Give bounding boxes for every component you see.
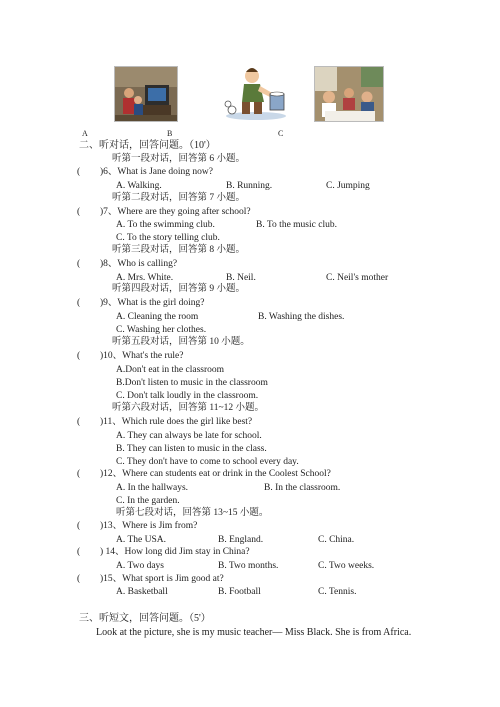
option-c: C. They don't have to come to school every day.	[116, 457, 299, 467]
man-washing-dishes-icon	[220, 64, 292, 122]
answer-paren: (	[77, 521, 81, 531]
listening-intro: 听第七段对话，回答第 13~15 小题。	[116, 508, 269, 518]
answer-paren: (	[77, 259, 81, 269]
listening-intro: 听第二段对话，回答第 7 小题。	[112, 193, 246, 203]
answer-paren: (	[77, 167, 81, 177]
answer-paren: (	[77, 417, 81, 427]
family-dinner-icon	[315, 67, 383, 121]
option-a: A. Basketball	[116, 587, 168, 597]
option-a: A. Cleaning the room	[116, 312, 199, 322]
option-a: A.Don't eat in the classroom	[116, 365, 225, 375]
option-a: A. Walking.	[116, 181, 162, 191]
option-a: A. Mrs. White.	[116, 273, 174, 283]
question-8: )8、Who is calling?	[100, 259, 178, 269]
option-c: C. In the garden.	[116, 496, 180, 506]
question-14: ) 14、How long did Jim stay in China?	[100, 547, 250, 557]
question-11: )11、Which rule does the girl like best?	[100, 417, 253, 427]
picture-label-c: C	[278, 129, 284, 138]
passage-text: Look at the picture, she is my music teacher— Miss Black. She is from Africa.	[96, 627, 412, 638]
question-10: )10、What's the rule?	[100, 351, 184, 361]
option-c: C. Neil's mother	[326, 273, 389, 283]
option-b: B. Two months.	[218, 561, 279, 571]
option-c: C. China.	[318, 535, 355, 545]
section-three-heading: 三、听短文，回答问题。（5'）	[79, 613, 211, 624]
option-a: A. The USA.	[116, 535, 166, 545]
answer-paren: (	[77, 469, 81, 479]
question-7: )7、Where are they going after school?	[100, 207, 251, 217]
picture-label-b: B	[167, 129, 173, 138]
option-b: B. In the classroom.	[264, 483, 341, 493]
option-b: B. Washing the dishes.	[258, 312, 345, 322]
option-c: C. Jumping	[326, 181, 370, 191]
option-b: B. To the music club.	[256, 220, 337, 230]
option-c: C. To the story telling club.	[116, 233, 220, 243]
listening-intro: 听第六段对话，回答第 11~12 小题。	[112, 403, 265, 413]
option-b: B. Football	[218, 587, 261, 597]
answer-paren: (	[77, 574, 81, 584]
option-b: B. They can listen to music in the class.	[116, 444, 267, 454]
answer-paren: (	[77, 207, 81, 217]
option-b: B. Running.	[226, 181, 273, 191]
option-a: A. In the hallways.	[116, 483, 189, 493]
section-two-heading: 二、听对话，回答问题。（10'）	[79, 140, 216, 151]
picture-b	[220, 64, 292, 122]
question-6: )6、What is Jane doing now?	[100, 167, 213, 177]
question-15: )15、What sport is Jim good at?	[100, 574, 224, 584]
question-12: )12、Where can students eat or drink in the Coolest School?	[100, 469, 331, 479]
question-13: )13、Where is Jim from?	[100, 521, 198, 531]
family-watching-tv-icon	[115, 67, 177, 121]
option-a: A. To the swimming club.	[116, 220, 215, 230]
option-c: C. Don't talk loudly in the classroom.	[116, 391, 259, 401]
picture-a	[114, 66, 178, 122]
option-c: C. Tennis.	[318, 587, 357, 597]
listening-intro: 听第一段对话，回答第 6 小题。	[112, 154, 246, 164]
option-b: B. Neil.	[226, 273, 256, 283]
picture-c	[314, 66, 384, 122]
picture-label-a: A	[82, 129, 88, 138]
listening-intro: 听第五段对话，回答第 10 小题。	[112, 337, 250, 347]
option-a: A. Two days	[116, 561, 164, 571]
option-c: C. Two weeks.	[318, 561, 375, 571]
listening-intro: 听第四段对话，回答第 9 小题。	[112, 284, 246, 294]
option-b: B.Don't listen to music in the classroom	[116, 378, 268, 388]
option-b: B. England.	[218, 535, 264, 545]
listening-intro: 听第三段对话，回答第 8 小题。	[112, 245, 246, 255]
answer-paren: (	[77, 351, 81, 361]
option-a: A. They can always be late for school.	[116, 431, 262, 441]
answer-paren: (	[77, 547, 81, 557]
answer-paren: (	[77, 298, 81, 308]
option-c: C. Washing her clothes.	[116, 325, 207, 335]
question-9: )9、What is the girl doing?	[100, 298, 205, 308]
